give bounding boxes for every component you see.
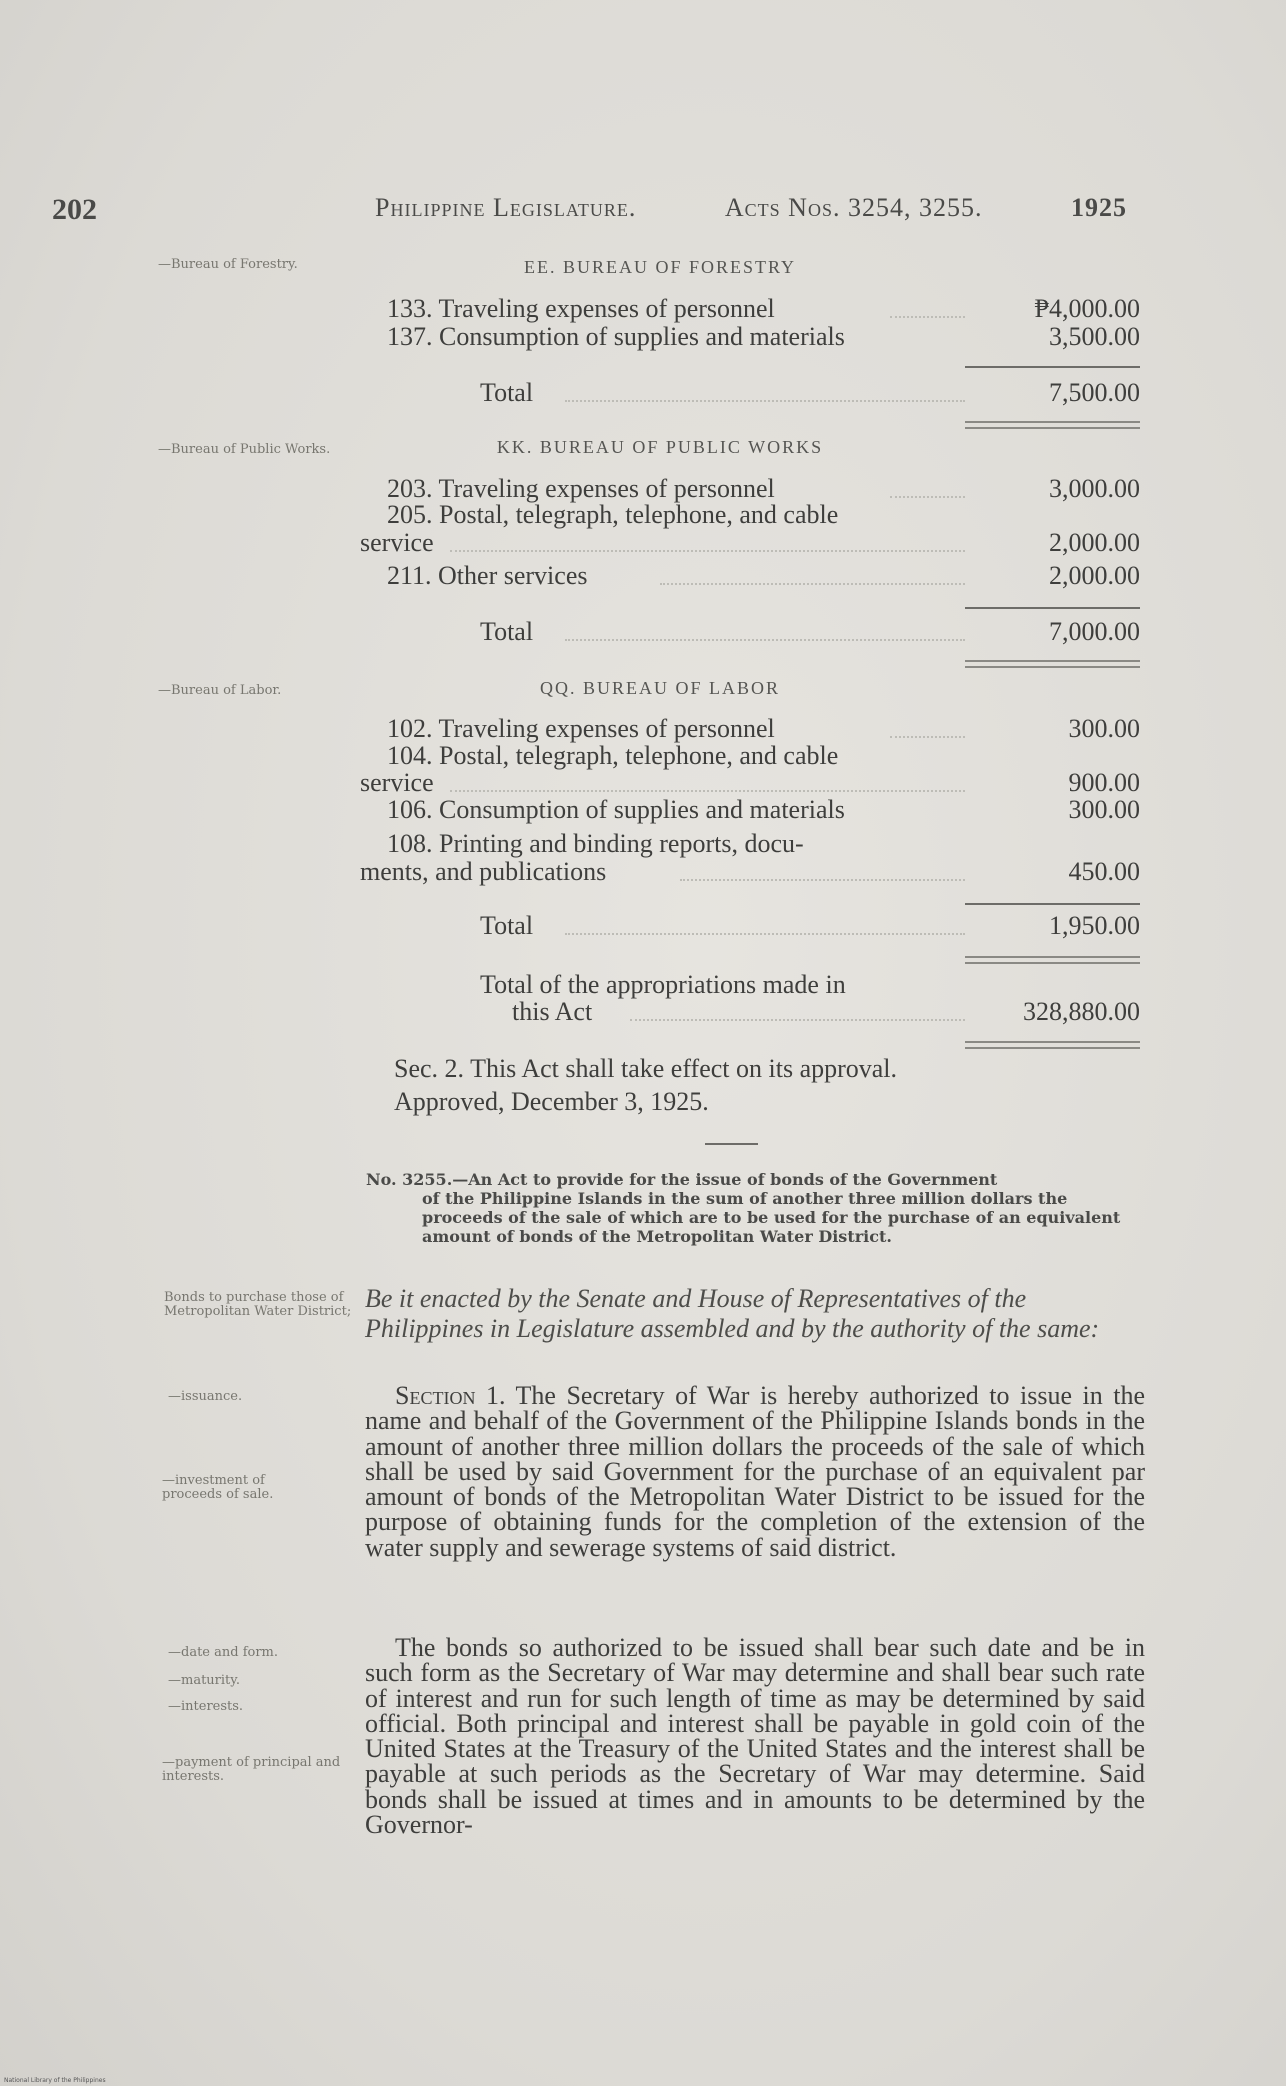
paragraph-2: The bonds so authorized to be issued shall bear such date and be in such form as the Secretary of War may determine and shall bear such rate of interest and run for such length of time as may be determined by said official. Both principal and interest shall be payable in gold coin of the United States at the Treasury of the United States and the interest shall be payable at such periods as the Secretary of War may determine. Said bonds shall be issued at times and in amounts to be determined by the Governor- bbox=[365, 1633, 1145, 1840]
total-row-forestry bbox=[360, 378, 1140, 408]
section-1-paragraph bbox=[365, 1383, 1145, 1560]
table-row bbox=[360, 322, 1140, 352]
grand-total-label-continued: this Act bbox=[512, 997, 593, 1026]
leader-dots bbox=[680, 879, 965, 881]
table-row bbox=[360, 294, 1140, 324]
running-head bbox=[375, 193, 1127, 223]
leader-dots bbox=[890, 736, 965, 738]
item-text: 106. Consumption of supplies and materials bbox=[387, 795, 845, 824]
running-head-title: Philippine Legislature. bbox=[375, 193, 637, 222]
leader-dots bbox=[450, 790, 965, 792]
grand-total-double-rule bbox=[965, 1041, 1140, 1049]
total-double-rule bbox=[965, 956, 1140, 964]
act-title-rest: of the Philippine Islands in the sum of another three million dollars the proceeds of the sale of which are to be used for the purchase of an equivalent amount of bonds of the Metropolitan Water District. bbox=[422, 1189, 1121, 1246]
section-1-label: Section 1. bbox=[395, 1381, 506, 1410]
section-2: Sec. 2. This Act shall take effect on its approval. bbox=[394, 1054, 898, 1083]
leader-dots bbox=[890, 496, 965, 498]
total-amount: 7,500.00 bbox=[1049, 378, 1140, 407]
margin-note-public-works: —Bureau of Public Works. bbox=[158, 442, 331, 457]
page-number: 202 bbox=[52, 193, 97, 226]
leader-dots bbox=[660, 583, 965, 585]
section-heading-public-works: KK. BUREAU OF PUBLIC WORKS bbox=[496, 437, 824, 457]
leader-dots bbox=[565, 639, 965, 641]
total-double-rule bbox=[965, 421, 1140, 429]
item-text: 211. Other services bbox=[387, 561, 588, 590]
footer-credit: National Library of the Philippines bbox=[4, 2077, 106, 2084]
margin-note-date-form: —date and form. bbox=[168, 1645, 279, 1660]
table-row bbox=[360, 795, 1140, 825]
grand-total-label: Total of the appropriations made in bbox=[480, 970, 846, 999]
table-row bbox=[360, 528, 1140, 558]
item-text: 137. Consumption of supplies and materials bbox=[387, 322, 845, 351]
total-label: Total bbox=[480, 378, 534, 407]
margin-note-investment: —investment of proceeds of sale. bbox=[162, 1473, 274, 1502]
table-row bbox=[360, 500, 1140, 530]
subtotal-rule bbox=[965, 366, 1140, 368]
total-label: Total bbox=[480, 911, 534, 940]
item-amount: 300.00 bbox=[1068, 714, 1140, 743]
item-text-continued: ments, and publications bbox=[360, 857, 607, 886]
item-amount: 2,000.00 bbox=[1049, 561, 1140, 590]
table-row bbox=[360, 768, 1140, 798]
running-head-acts: Acts Nos. 3254, 3255. bbox=[724, 193, 983, 222]
item-text-continued: service bbox=[360, 528, 434, 557]
table-row bbox=[360, 829, 1140, 859]
total-row-labor bbox=[360, 911, 1140, 941]
act-title-lead: No. 3255.—An Act to provide for the issue of bonds of the Government bbox=[366, 1170, 998, 1189]
margin-note-bonds: Bonds to purchase those of Metropolitan Water District; bbox=[164, 1290, 352, 1319]
separator-rule bbox=[705, 1143, 758, 1145]
table-row bbox=[360, 741, 1140, 771]
section-heading-forestry: EE. BUREAU OF FORESTRY bbox=[523, 257, 797, 277]
table-row bbox=[360, 714, 1140, 744]
margin-note-maturity: —maturity. bbox=[168, 1673, 241, 1688]
margin-note-interests: —interests. bbox=[168, 1699, 244, 1714]
total-label: Total bbox=[480, 617, 534, 646]
table-row bbox=[360, 561, 1140, 591]
margin-note-forestry: —Bureau of Forestry. bbox=[158, 257, 298, 272]
total-row-public-works bbox=[360, 617, 1140, 647]
item-text: 203. Traveling expenses of personnel bbox=[387, 474, 775, 503]
leader-dots bbox=[890, 316, 965, 318]
subtotal-rule bbox=[965, 607, 1140, 609]
running-head-year: 1925 bbox=[1071, 193, 1127, 222]
item-text: 133. Traveling expenses of personnel bbox=[387, 294, 775, 323]
item-text-continued: service bbox=[360, 768, 434, 797]
leader-dots bbox=[565, 400, 965, 402]
item-amount: 450.00 bbox=[1068, 857, 1140, 886]
grand-total-row-continued bbox=[360, 997, 1140, 1027]
enacting-clause: Be it enacted by the Senate and House of Representatives of the Philippines in Legislature assembled and by the authority of the same: bbox=[365, 1284, 1100, 1343]
item-amount: ₱4,000.00 bbox=[1034, 294, 1140, 323]
item-amount: 3,000.00 bbox=[1049, 474, 1140, 503]
approval-date: Approved, December 3, 1925. bbox=[394, 1087, 709, 1116]
leader-dots bbox=[630, 1019, 965, 1021]
grand-total-row bbox=[360, 970, 1140, 1000]
leader-dots bbox=[565, 933, 965, 935]
margin-note-issuance: —issuance. bbox=[168, 1389, 243, 1404]
subtotal-rule bbox=[965, 903, 1140, 905]
item-amount: 300.00 bbox=[1068, 795, 1140, 824]
section-heading-labor: QQ. BUREAU OF LABOR bbox=[539, 678, 781, 698]
table-row bbox=[360, 857, 1140, 887]
margin-note-labor: —Bureau of Labor. bbox=[158, 683, 282, 698]
margin-note-payment: —payment of principal and interests. bbox=[162, 1755, 341, 1784]
leader-dots bbox=[450, 550, 965, 552]
item-text: 108. Printing and binding reports, docu- bbox=[387, 829, 804, 858]
grand-total-amount: 328,880.00 bbox=[1023, 997, 1140, 1026]
item-amount: 3,500.00 bbox=[1049, 322, 1140, 351]
total-double-rule bbox=[965, 660, 1140, 668]
item-text: 205. Postal, telegraph, telephone, and cable bbox=[387, 500, 839, 529]
item-amount: 900.00 bbox=[1068, 768, 1140, 797]
section-1-text: The Secretary of War is hereby authorized to issue in the name and behalf of the Government of the Philippine Islands bonds in the amount of another three million dollars the proceeds of the sale of which shall be used by said Government for the purchase of an equivalent par amount of bonds of the Metropolitan Water District to be issued for the purpose of obtaining funds for the completion of the extension of the water supply and sewerage systems of said district. bbox=[365, 1381, 1146, 1562]
item-text: 104. Postal, telegraph, telephone, and cable bbox=[387, 741, 839, 770]
act-title bbox=[366, 1170, 1146, 1246]
total-amount: 1,950.00 bbox=[1049, 911, 1140, 940]
item-text: 102. Traveling expenses of personnel bbox=[387, 714, 775, 743]
item-amount: 2,000.00 bbox=[1049, 528, 1140, 557]
total-amount: 7,000.00 bbox=[1049, 617, 1140, 646]
